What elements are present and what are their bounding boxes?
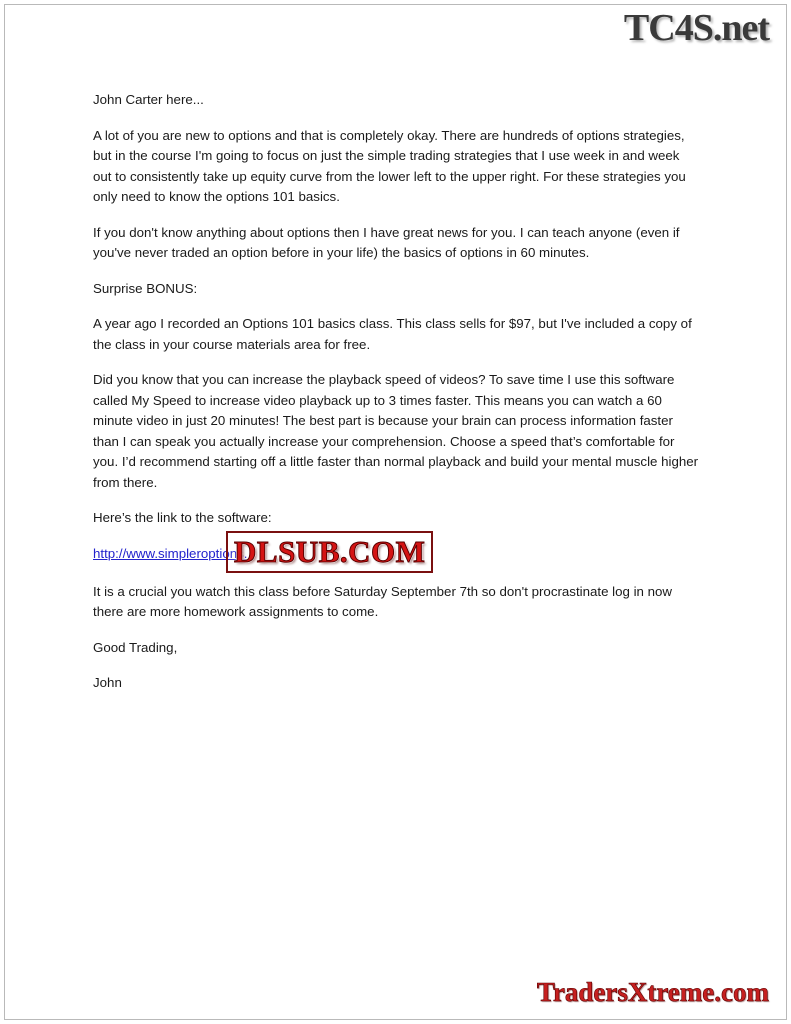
software-link-row [93, 533, 701, 569]
paragraph-playback-speed: Did you know that you can increase the playback speed of videos? To save time I use this software called My Speed to increase video playback up to 3 times faster. This means you can watch a 60 minute video in just 20 minutes! The best part is because your brain can process information faster than I can speak you actually increase your comprehension. Choose a speed that’s comfortable for you. I’d recommend starting off a little faster than normal playback and build your mental muscle higher from there. [93, 372, 699, 490]
paragraph-link-intro: Here’s the link to the software: [93, 510, 272, 525]
overlay-watermark-stamp: DLSUB.COM [226, 531, 433, 573]
paragraph-signoff: Good Trading, [93, 639, 178, 655]
paragraph-signature: John [93, 675, 122, 690]
paragraph-greeting: John Carter here... [93, 92, 204, 107]
paragraph-options-intro: A lot of you are new to options and that is completely okay. There are hundreds of options strategies, but in the course I'm going to focus on just the simple trading strategies that I use week in and week out to consistently take up equity curve from the lower left to the upper right. For these strategies you only need to know the options 101 basics. [93, 127, 686, 204]
paragraph-bonus-class: A year ago I recorded an Options 101 basics class. This class sells for $97, but I've included a copy of the class in your course materials area for free. [93, 316, 692, 352]
top-right-watermark: TC4S.net [623, 7, 769, 49]
software-link[interactable]: http://www.simpleroptions. [93, 545, 248, 561]
bottom-right-watermark: TradersXtreme.com [536, 977, 769, 1007]
paragraph-teach-anyone: If you don't know anything about options then I have great news for you. I can teach anyone (even if you've never traded an option before in your life) the basics of options in 60 minutes. [93, 224, 680, 260]
paragraph-deadline: It is a crucial you watch this class before Saturday September 7th so don't procrastinate log in now there are more homework assignments to come. [93, 583, 673, 619]
document-body [93, 90, 701, 709]
paragraph-bonus-heading: Surprise BONUS: [93, 280, 198, 296]
